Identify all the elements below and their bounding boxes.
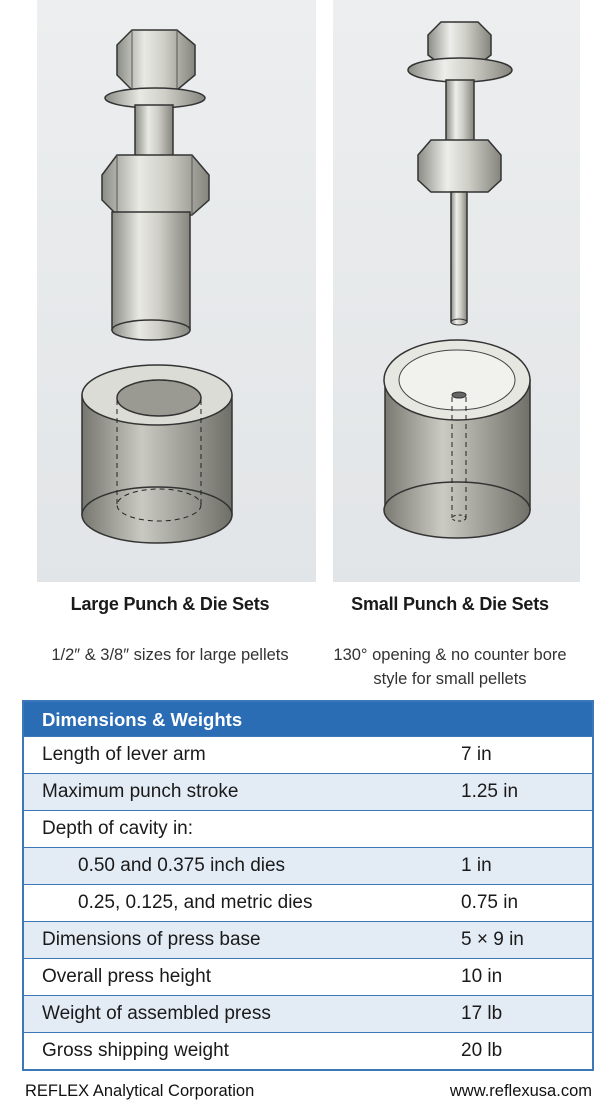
table-row xyxy=(24,736,592,773)
dimensions-weights-table xyxy=(22,700,594,1071)
row-value: 0.75 in xyxy=(461,892,519,913)
table-row xyxy=(24,1032,592,1069)
small-punch-die-illustration xyxy=(333,0,580,582)
row-value: 7 in xyxy=(461,744,492,765)
row-label: Overall press height xyxy=(42,966,211,987)
table-row xyxy=(24,810,592,847)
row-label: 0.50 and 0.375 inch dies xyxy=(78,855,286,876)
row-value: 1 in xyxy=(461,855,492,876)
row-label: Depth of cavity in: xyxy=(42,818,194,839)
row-value: 5 × 9 in xyxy=(461,929,524,950)
row-label: Maximum punch stroke xyxy=(42,781,239,802)
large-punch-description: 1/2″ & 3/8″ sizes for large pellets xyxy=(51,646,289,664)
table-header: Dimensions & Weights xyxy=(24,702,592,736)
large-punch-title: Large Punch & Die Sets xyxy=(70,594,270,614)
website-link[interactable]: www.reflexusa.com xyxy=(449,1082,592,1100)
row-label: 0.25, 0.125, and metric dies xyxy=(78,892,313,913)
table-row xyxy=(24,995,592,1032)
small-punch-description: 130° opening & no counter bore style for small pellets xyxy=(333,646,567,688)
row-value: 20 lb xyxy=(461,1040,503,1061)
row-label: Weight of assembled press xyxy=(42,1003,271,1024)
company-name: REFLEX Analytical Corporation xyxy=(25,1082,255,1100)
table-row xyxy=(24,921,592,958)
table-row xyxy=(24,773,592,810)
row-value: 1.25 in xyxy=(461,781,519,802)
table-row xyxy=(24,958,592,995)
row-label: Dimensions of press base xyxy=(42,929,261,950)
row-label: Length of lever arm xyxy=(42,744,206,765)
table-row xyxy=(24,884,592,921)
small-punch-title: Small Punch & Die Sets xyxy=(351,594,549,614)
row-value: 17 lb xyxy=(461,1003,503,1024)
row-label: Gross shipping weight xyxy=(42,1040,229,1061)
large-punch-die-illustration xyxy=(37,0,316,582)
table-row xyxy=(24,847,592,884)
row-value: 10 in xyxy=(461,966,503,987)
